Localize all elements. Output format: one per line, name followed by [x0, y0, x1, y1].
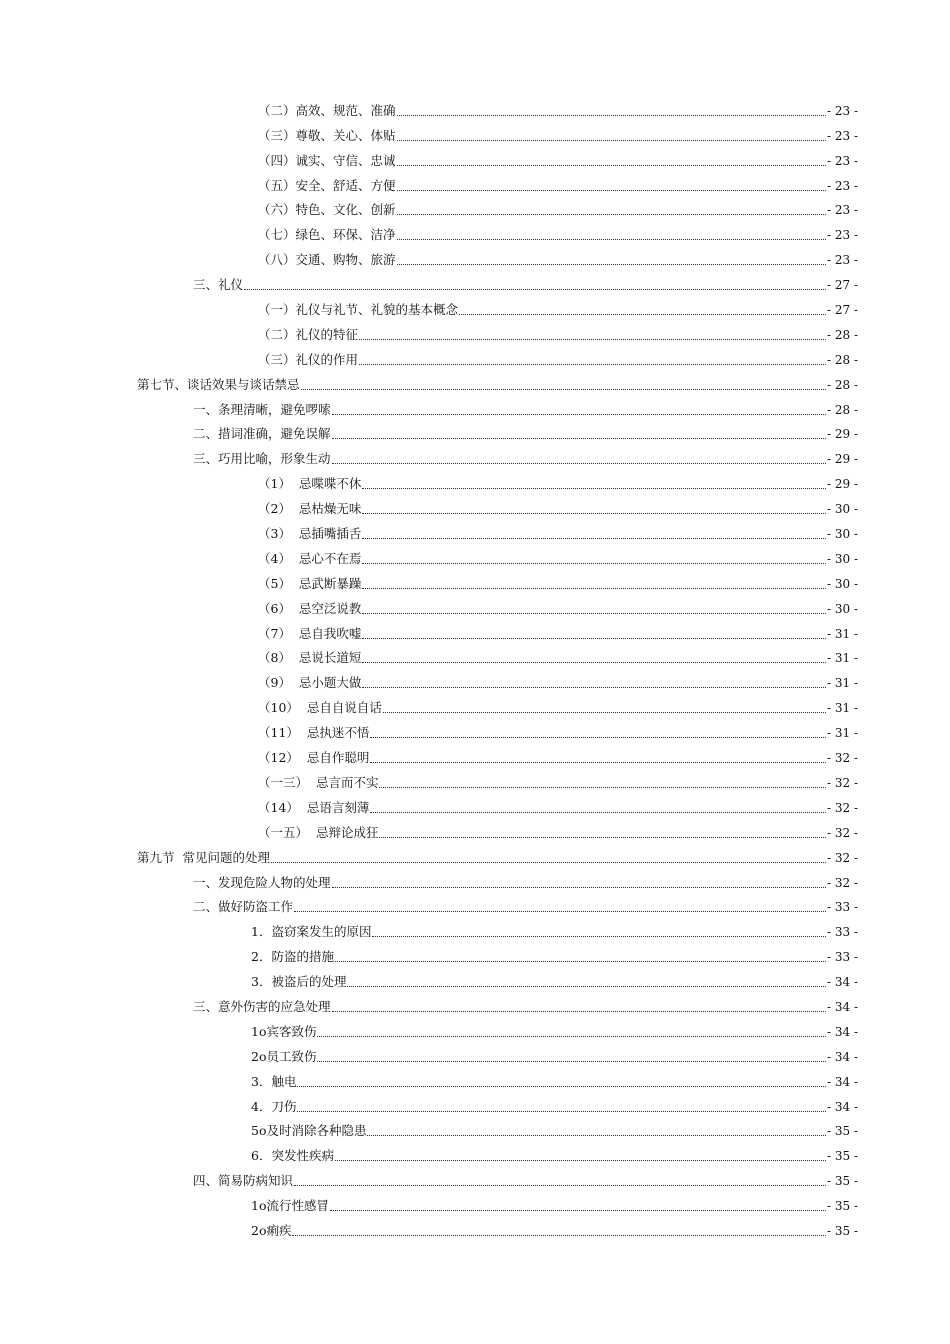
toc-entry-page-number: - 35 -	[826, 1124, 858, 1139]
dot-leader	[372, 935, 826, 937]
dot-leader	[362, 661, 826, 663]
dot-leader	[301, 388, 826, 390]
toc-entry[interactable]	[0, 1142, 950, 1167]
toc-entry[interactable]	[0, 769, 950, 794]
dot-leader	[362, 612, 826, 614]
toc-entry-title: 第九节 常见问题的处理	[137, 849, 270, 865]
dot-leader	[362, 562, 826, 564]
toc-entry-page-number: - 34 -	[826, 1049, 858, 1064]
toc-entry-page-number: - 31 -	[826, 626, 858, 641]
toc-entry-page-number: - 30 -	[826, 527, 858, 542]
toc-entry[interactable]	[0, 545, 950, 570]
dot-leader	[297, 1085, 826, 1087]
toc-entry-title: 一、发现危险人物的处理	[193, 874, 331, 890]
toc-entry[interactable]	[0, 371, 950, 396]
toc-entry-page-number: - 35 -	[826, 1174, 858, 1189]
toc-entry[interactable]	[0, 669, 950, 694]
toc-entry-title: （14） 忌语言刻薄	[258, 799, 370, 815]
toc-entry-title: （7） 忌自我吹嘘	[258, 625, 362, 641]
toc-entry-page-number: - 32 -	[826, 751, 858, 766]
toc-entry-page-number: - 28 -	[826, 402, 858, 417]
dot-leader	[397, 263, 826, 265]
dot-leader	[297, 1110, 826, 1112]
toc-entry-title: 1o流行性感冒	[251, 1198, 329, 1214]
toc-entry-page-number: - 32 -	[826, 875, 858, 890]
dot-leader	[317, 1060, 826, 1062]
toc-entry-page-number: - 30 -	[826, 551, 858, 566]
toc-entry-title: （2） 忌枯燥无味	[258, 501, 362, 517]
toc-entry[interactable]	[0, 396, 950, 421]
toc-entry-page-number: - 30 -	[826, 601, 858, 616]
toc-entry-title: （三）尊敬、关心、体贴	[258, 127, 396, 143]
toc-entry[interactable]	[0, 97, 950, 122]
toc-entry[interactable]	[0, 993, 950, 1018]
toc-entry-title: （三）礼仪的作用	[258, 351, 359, 367]
toc-entry-page-number: - 34 -	[826, 1074, 858, 1089]
toc-entry-title: （六）特色、文化、创新	[258, 202, 396, 218]
toc-entry[interactable]	[0, 694, 950, 719]
toc-entry[interactable]	[0, 246, 950, 271]
dot-leader	[362, 537, 826, 539]
toc-entry[interactable]	[0, 122, 950, 147]
dot-leader	[271, 861, 826, 863]
toc-entry-page-number: - 29 -	[826, 427, 858, 442]
toc-entry[interactable]	[0, 470, 950, 495]
dot-leader	[332, 886, 826, 888]
toc-entry-page-number: - 32 -	[826, 800, 858, 815]
toc-entry-title: （11） 忌执迷不悟	[258, 725, 370, 741]
toc-entry-title: （八）交通、购物、旅游	[258, 252, 396, 268]
dot-leader	[330, 1209, 826, 1211]
dot-leader	[332, 1010, 826, 1012]
toc-entry-title: （二）高效、规范、准确	[258, 102, 396, 118]
toc-entry-title: 三、意外伤害的应急处理	[193, 998, 331, 1014]
dot-leader	[397, 114, 826, 116]
toc-entry[interactable]	[0, 1043, 950, 1068]
toc-entry-title: 二、做好防盗工作	[193, 899, 294, 915]
toc-entry-page-number: - 31 -	[826, 651, 858, 666]
toc-entry-page-number: - 23 -	[826, 203, 858, 218]
toc-entry-title: 2．防盗的措施	[251, 949, 334, 965]
toc-entry[interactable]	[0, 869, 950, 894]
toc-entry[interactable]	[0, 1093, 950, 1118]
toc-entry-page-number: - 28 -	[826, 352, 858, 367]
toc-entry-title: （9） 忌小题大做	[258, 675, 362, 691]
toc-entry-title: （一）礼仪与礼节、礼貌的基本概念	[258, 302, 459, 318]
toc-entry-title: 一、条理清晰，避免啰嗦	[193, 401, 331, 417]
toc-entry[interactable]	[0, 1018, 950, 1043]
toc-entry[interactable]	[0, 570, 950, 595]
toc-entry-page-number: - 35 -	[826, 1223, 858, 1238]
toc-entry-page-number: - 23 -	[826, 178, 858, 193]
toc-entry-title: （五）安全、舒适、方便	[258, 177, 396, 193]
dot-leader	[359, 363, 826, 365]
toc-entry-title: 三、巧用比喻，形象生动	[193, 451, 331, 467]
toc-entry[interactable]	[0, 645, 950, 670]
toc-entry-page-number: - 35 -	[826, 1149, 858, 1164]
toc-entry[interactable]	[0, 197, 950, 222]
toc-entry[interactable]	[0, 794, 950, 819]
toc-entry-page-number: - 28 -	[826, 377, 858, 392]
dot-leader	[335, 1159, 826, 1161]
table-of-contents	[0, 97, 950, 1242]
toc-entry-page-number: - 35 -	[826, 1199, 858, 1214]
dot-leader	[362, 512, 826, 514]
dot-leader	[370, 811, 826, 813]
dot-leader	[397, 213, 826, 215]
dot-leader	[294, 910, 826, 912]
dot-leader	[370, 736, 826, 738]
toc-entry[interactable]	[0, 147, 950, 172]
toc-entry-page-number: - 31 -	[826, 701, 858, 716]
dot-leader	[359, 338, 826, 340]
toc-entry-title: 3．被盗后的处理	[251, 974, 347, 990]
dot-leader	[367, 1134, 826, 1136]
toc-entry-title: （1） 忌喋喋不休	[258, 476, 362, 492]
toc-entry[interactable]	[0, 1118, 950, 1143]
toc-entry[interactable]	[0, 620, 950, 645]
dot-leader	[379, 786, 826, 788]
dot-leader	[292, 1234, 826, 1236]
toc-entry[interactable]	[0, 968, 950, 993]
toc-entry[interactable]	[0, 1217, 950, 1242]
toc-entry-page-number: - 23 -	[826, 128, 858, 143]
toc-entry[interactable]	[0, 445, 950, 470]
dot-leader	[397, 238, 826, 240]
toc-entry-page-number: - 33 -	[826, 925, 858, 940]
toc-entry-title: （3） 忌插嘴插舌	[258, 526, 362, 542]
toc-entry-title: （四）诚实、守信、忠诚	[258, 152, 396, 168]
toc-entry-title: 四、简易防病知识	[193, 1173, 294, 1189]
toc-entry-title: （12） 忌自作聪明	[258, 750, 370, 766]
toc-entry-title: （8） 忌说长道短	[258, 650, 362, 666]
toc-entry[interactable]	[0, 1192, 950, 1217]
toc-entry-page-number: - 23 -	[826, 253, 858, 268]
toc-entry-page-number: - 31 -	[826, 726, 858, 741]
dot-leader	[294, 1184, 826, 1186]
toc-entry-page-number: - 28 -	[826, 327, 858, 342]
toc-entry-title: 4．刀伤	[251, 1098, 297, 1114]
toc-entry-title: （七）绿色、环保、洁净	[258, 227, 396, 243]
dot-leader	[332, 437, 826, 439]
toc-entry-page-number: - 23 -	[826, 153, 858, 168]
toc-entry[interactable]	[0, 271, 950, 296]
toc-entry-page-number: - 29 -	[826, 452, 858, 467]
toc-entry-title: （二）礼仪的特征	[258, 326, 359, 342]
toc-entry-page-number: - 30 -	[826, 502, 858, 517]
toc-entry[interactable]	[0, 172, 950, 197]
toc-entry-title: 1o宾客致伤	[251, 1023, 317, 1039]
toc-entry-page-number: - 32 -	[826, 775, 858, 790]
toc-entry-page-number: - 34 -	[826, 999, 858, 1014]
toc-entry[interactable]	[0, 744, 950, 769]
toc-entry[interactable]	[0, 495, 950, 520]
dot-leader	[383, 711, 826, 713]
toc-entry[interactable]	[0, 918, 950, 943]
toc-entry[interactable]	[0, 844, 950, 869]
toc-entry-page-number: - 30 -	[826, 576, 858, 591]
toc-entry-title: 2o痢疾	[251, 1222, 292, 1238]
dot-leader	[362, 487, 826, 489]
toc-entry[interactable]	[0, 296, 950, 321]
dot-leader	[362, 637, 826, 639]
toc-entry-title: 2o员工致伤	[251, 1048, 317, 1064]
toc-entry[interactable]	[0, 719, 950, 744]
dot-leader	[244, 288, 826, 290]
toc-entry[interactable]	[0, 421, 950, 446]
toc-entry[interactable]	[0, 520, 950, 545]
toc-entry-title: （一三） 忌言而不实	[258, 774, 379, 790]
toc-entry-page-number: - 27 -	[826, 278, 858, 293]
toc-entry-page-number: - 29 -	[826, 477, 858, 492]
toc-entry[interactable]	[0, 321, 950, 346]
toc-entry[interactable]	[0, 595, 950, 620]
toc-entry-page-number: - 33 -	[826, 900, 858, 915]
dot-leader	[362, 686, 826, 688]
toc-entry-page-number: - 27 -	[826, 303, 858, 318]
dot-leader	[332, 413, 826, 415]
toc-entry-title: （10） 忌自自说自话	[258, 700, 382, 716]
toc-entry-title: 5o及时消除各种隐患	[251, 1123, 367, 1139]
toc-entry-page-number: - 34 -	[826, 1099, 858, 1114]
toc-entry-title: 第七节、谈话效果与谈话禁忌	[137, 376, 300, 392]
toc-entry[interactable]	[0, 1068, 950, 1093]
toc-entry[interactable]	[0, 1167, 950, 1192]
dot-leader	[317, 1035, 826, 1037]
toc-entry-page-number: - 32 -	[826, 825, 858, 840]
toc-entry-page-number: - 32 -	[826, 850, 858, 865]
toc-entry[interactable]	[0, 943, 950, 968]
toc-entry[interactable]	[0, 894, 950, 919]
toc-entry[interactable]	[0, 221, 950, 246]
dot-leader	[397, 164, 826, 166]
toc-entry-title: 6．突发性疾病	[251, 1148, 334, 1164]
toc-entry-title: （6） 忌空泛说教	[258, 600, 362, 616]
toc-entry[interactable]	[0, 819, 950, 844]
toc-entry-page-number: - 34 -	[826, 975, 858, 990]
dot-leader	[335, 960, 826, 962]
toc-entry[interactable]	[0, 346, 950, 371]
toc-entry-page-number: - 33 -	[826, 950, 858, 965]
dot-leader	[332, 462, 826, 464]
dot-leader	[379, 836, 826, 838]
dot-leader	[459, 313, 826, 315]
toc-entry-page-number: - 23 -	[826, 228, 858, 243]
toc-entry-title: （4） 忌心不在焉	[258, 550, 362, 566]
toc-entry-title: 3．触电	[251, 1073, 297, 1089]
dot-leader	[347, 985, 826, 987]
toc-entry-title: 1．盗窃案发生的原因	[251, 924, 372, 940]
dot-leader	[397, 189, 826, 191]
toc-entry-title: （5） 忌武断暴躁	[258, 575, 362, 591]
toc-entry-title: 三、礼仪	[193, 277, 244, 293]
toc-entry-page-number: - 23 -	[826, 103, 858, 118]
toc-entry-page-number: - 31 -	[826, 676, 858, 691]
toc-entry-page-number: - 34 -	[826, 1024, 858, 1039]
dot-leader	[397, 139, 826, 141]
toc-entry-title: （一五） 忌辩论成狂	[258, 824, 379, 840]
toc-entry-title: 二、措词准确，避免误解	[193, 426, 331, 442]
dot-leader	[370, 761, 826, 763]
dot-leader	[362, 587, 826, 589]
